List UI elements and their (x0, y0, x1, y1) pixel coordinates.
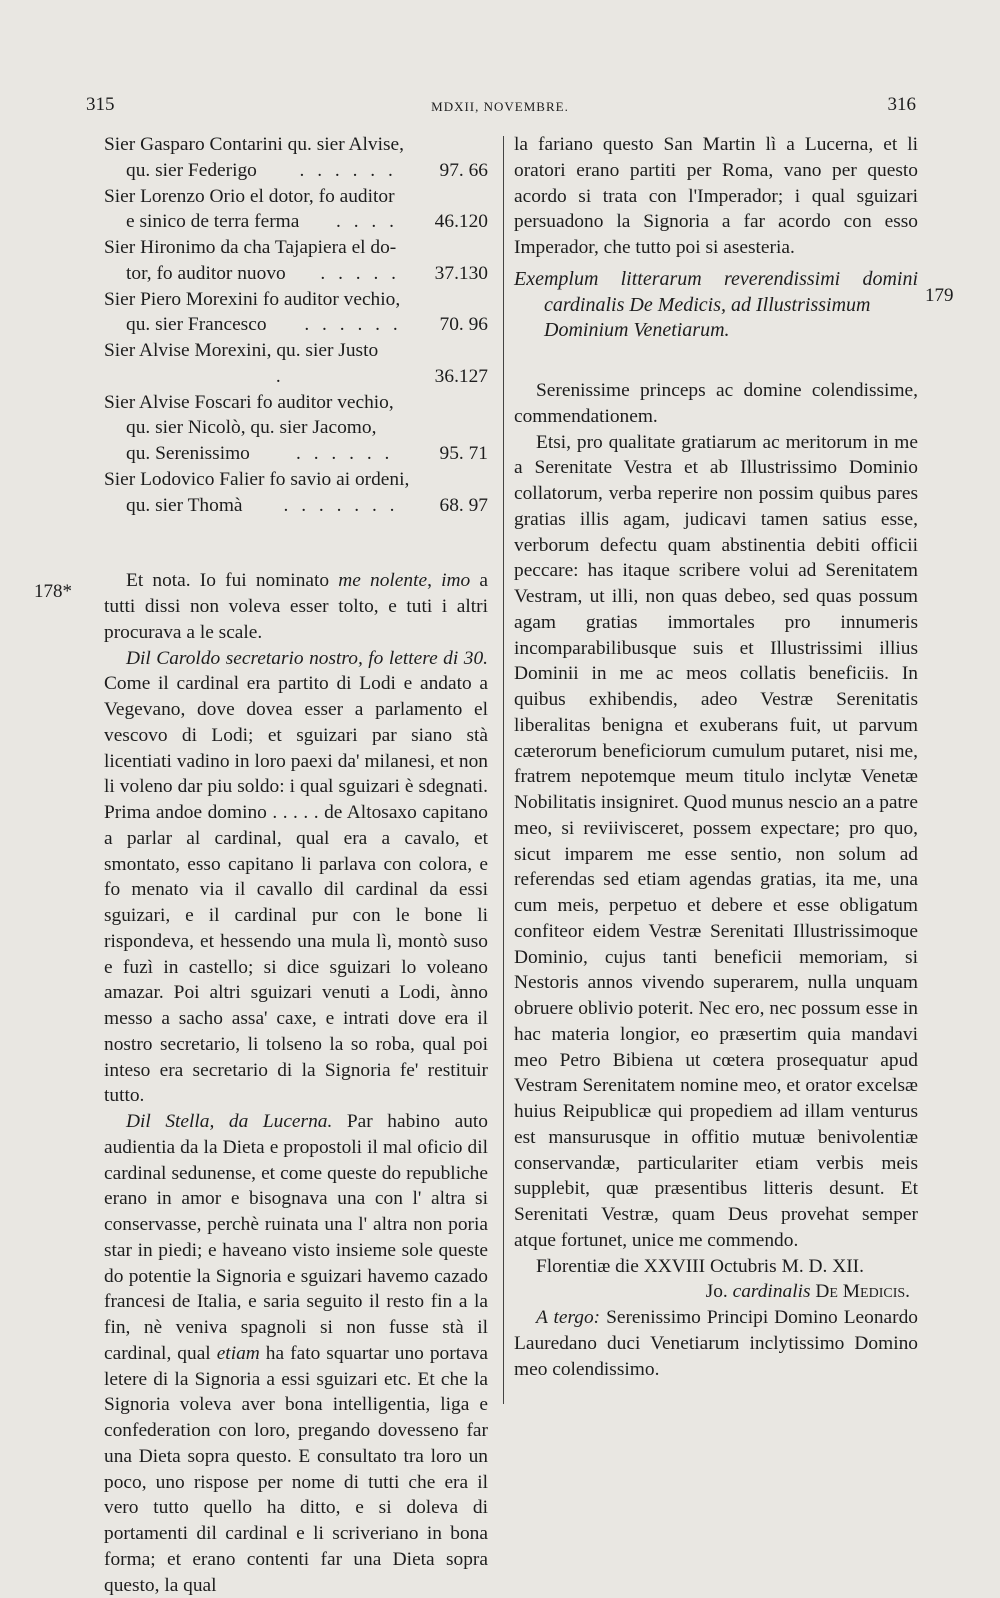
letter-tergo: A tergo: Serenissimo Principi Domino Leonardo Lauredano duci Venetiarum inclytissimo Domino meo colendissimo. (514, 1307, 918, 1380)
vote-count: 68. 97 (439, 494, 488, 516)
caroldo-paragraph: Dil Caroldo secretario nostro, fo lettere di 30. Come il cardinal era partito di Lodi e andato a Vegevano, dove dovea esser a parlamento el vescovo di Lodi; et sguizari par siano stà licentiati vadino in loro paexi da' milanesi, et non li voleno dar piu soldo: i qual sguizari è sdegnati. Prima andoe domino . . . . . de Altosaxo capitano a parlar al cardinal, qual era a cavalo, et smontato, esso capitano li parlava con colora, e fo menato via il cavallo dil cardinal da essi sguizari, e il cardinal pur con le bone li rispondeva, et hessendo una mula lì, montò suso e fuzì in castello; si dice sguizari lo voleano amazar. Poi altri sguizari venuti a Lodi, ànno messo a sacho assa' caxe, e intrati dove era il nostro secretario, li tolseno la so roba, qual poi inteso era secretario di la Signoria fe' restituir tutto. (104, 647, 488, 1107)
entry-name-line: Sier Lorenzo Orio el dotor, fo auditor (104, 185, 395, 207)
letter-dateline: Florentiæ die XXVIII Octubris M. D. XII. (536, 1255, 864, 1277)
letter-title: Exemplum litterarum reverendissimi domini cardinalis De Medicis, ad Illustrissimum Dominium Venetiarum. (514, 267, 918, 342)
entry-vote-line: qu. sier Federigo . . . . . . 97. 66 (104, 158, 488, 184)
margin-note-right: 179 (925, 285, 954, 306)
stella-heading: Dil Stella, da Lucerna. (126, 1111, 333, 1132)
letter-salutation: Serenissime princeps ac domine colendissime, commendationem. (514, 380, 918, 427)
entry-vote-line: qu. sier Nicolò, qu. sier Jacomo, (126, 417, 377, 439)
letter-body: Etsi, pro qualitate gratiarum ac meritorum in me a Serenitate Vestra et ab Illustrissimo Dominio collatorum, verba reperire non possim quibus pares gratias illis agam, judicavi tamen satius esse, verborum defectu quam abstinentia debiti officii peccare: has itaque scribere volui ad Serenitatem Vestram, ut illi, non quas debeo, sed quas possum agam gratias immortales pro innumeris incomparabilibusque suis et Illustrissimi illius Dominii in me ac meos collatis beneficiis. In quibus exhibendis, adeo Vestræ Serenitatis liberalitas benigna et exuberans fuit, ut parvum cæterorum beneficiorum cumulum putaret, nisi me, fratrem nepotemque meum titulo inclytæ Venetæ Nobilitatis insigniret. Quod munus nescio an a patre meo, si reviivisceret, possem expectare; pro quo, sicut imparem me esse sentio, non solum ad referendas sed etiam agendas gratias, ita me, una cum meis, perpetuo et debere et esse obligatum confiteor eidem Vestræ Serenitati Illustrissimoque Dominio, cujus tanti beneficii memoriam, si Nestoris annos vivendo superarem, nulla unquam obruere oblivio poterit. Nec ero, nec possum esse in hac materia longior, eo præsertim quia mandavi meo Petro Bibiena ut cœtera prosequatur apud Vestram Serenitatem nomine meo, et orator excelsæ huius Reipublicæ qui propediem ad illam venturus est mansurusque in offitio mutuæ benivolentiæ conservandæ, particulariter etiam verbis meis supplebit, quæ præsentibus litteris desunt. Et Serenitati Vestræ, quam Deus provehat semper atque fortunet, unice me commendo. (514, 431, 918, 1251)
caroldo-heading: Dil Caroldo secretario nostro, fo lettere di 30. (126, 647, 488, 669)
election-list (104, 132, 488, 518)
entry-vote-line: e sinico de terra ferma . . . . 46.120 (104, 209, 488, 235)
entry-name-line: Sier Hironimo da cha Tajapiera el do- (104, 237, 397, 258)
nota-paragraph: Et nota. Io fui nominato me nolente, imo a tutti dissi non voleva esser tolto, e tuti i altri procurava a le scale. (104, 570, 488, 643)
vote-count: 46.120 (434, 211, 488, 233)
entry-name-line: Sier Piero Morexini fo auditor vechio, (104, 288, 401, 310)
letter-signature: Jo. cardinalis De Medicis. (705, 1281, 910, 1303)
right-column (514, 132, 918, 1382)
entry-name-line: Sier Alvise Morexini, qu. sier Justo (104, 340, 379, 361)
vote-count: 97. 66 (439, 159, 488, 181)
left-column (104, 132, 488, 1598)
right-page-number: 316 (887, 94, 916, 115)
entry-vote-line: qu. sier Francesco . . . . . . 70. 96 (104, 312, 488, 338)
margin-note-left: 178* (34, 581, 72, 602)
entry-vote-line: qu. Serenissimo . . . . . . 95. 71 (104, 441, 488, 467)
running-title: MDXII, NOVEMBRE. (431, 99, 569, 114)
stella-paragraph: Dil Stella, da Lucerna. Par habino auto audientia da la Dieta e propostoli il mal oficio dil cardinal sedunense, et come queste do republiche erano in amor e bisognava una con l' altra si conservasse, perchè ruinata una l' altra non poria star in piedi; e haveano visto insieme sole queste do potentie la Signoria e sguizari havemo cazado francesi de Italia, e saria seguito il resto fin a la fin, nè veniva spagnoli si non fusse stà il cardinal, qual etiam ha fato squartar uno portava letere di la Signoria a essi sguizari etc. Et che la Signoria voleva aver bona intelligentia, liga e confederation con loro, pregando dovesseno far una Dieta sopra questo. E consultato tra loro un poco, uno rispose per nome di tutti che era il vero tutto quello ha ditto, e si doleva di portamenti dil cardinal e li scriveriano in bona forma; et erano contenti far una Dieta sopra questo, la qual (104, 1111, 488, 1596)
column-divider (503, 136, 504, 1404)
vote-count: 37.130 (434, 262, 488, 284)
continued-paragraph: la fariano questo San Martin lì a Lucerna, et li oratori erano partiti per Roma, vano per questo acordo si trata con l'Imperador; i qual sguizari persuadono la Signoria a far acordo con esso Imperador, che tutto poi si asesteria. (514, 134, 918, 258)
vote-count: 70. 96 (439, 314, 488, 336)
entry-vote-line: . 36.127 (104, 364, 488, 390)
entry-vote-line: tor, fo auditor nuovo . . . . . 37.130 (104, 261, 488, 287)
vote-count: 36.127 (434, 365, 488, 387)
left-page-number: 315 (86, 94, 115, 115)
entry-vote-line: qu. sier Thomà . . . . . . . 68. 97 (104, 493, 488, 519)
vote-count: 95. 71 (439, 443, 488, 464)
entry-name-line: Sier Gasparo Contarini qu. sier Alvise, (104, 134, 404, 155)
entry-name-line: Sier Lodovico Falier fo savio ai ordeni, (104, 468, 410, 490)
entry-name-line: Sier Alvise Foscari fo auditor vechio, (104, 391, 394, 413)
